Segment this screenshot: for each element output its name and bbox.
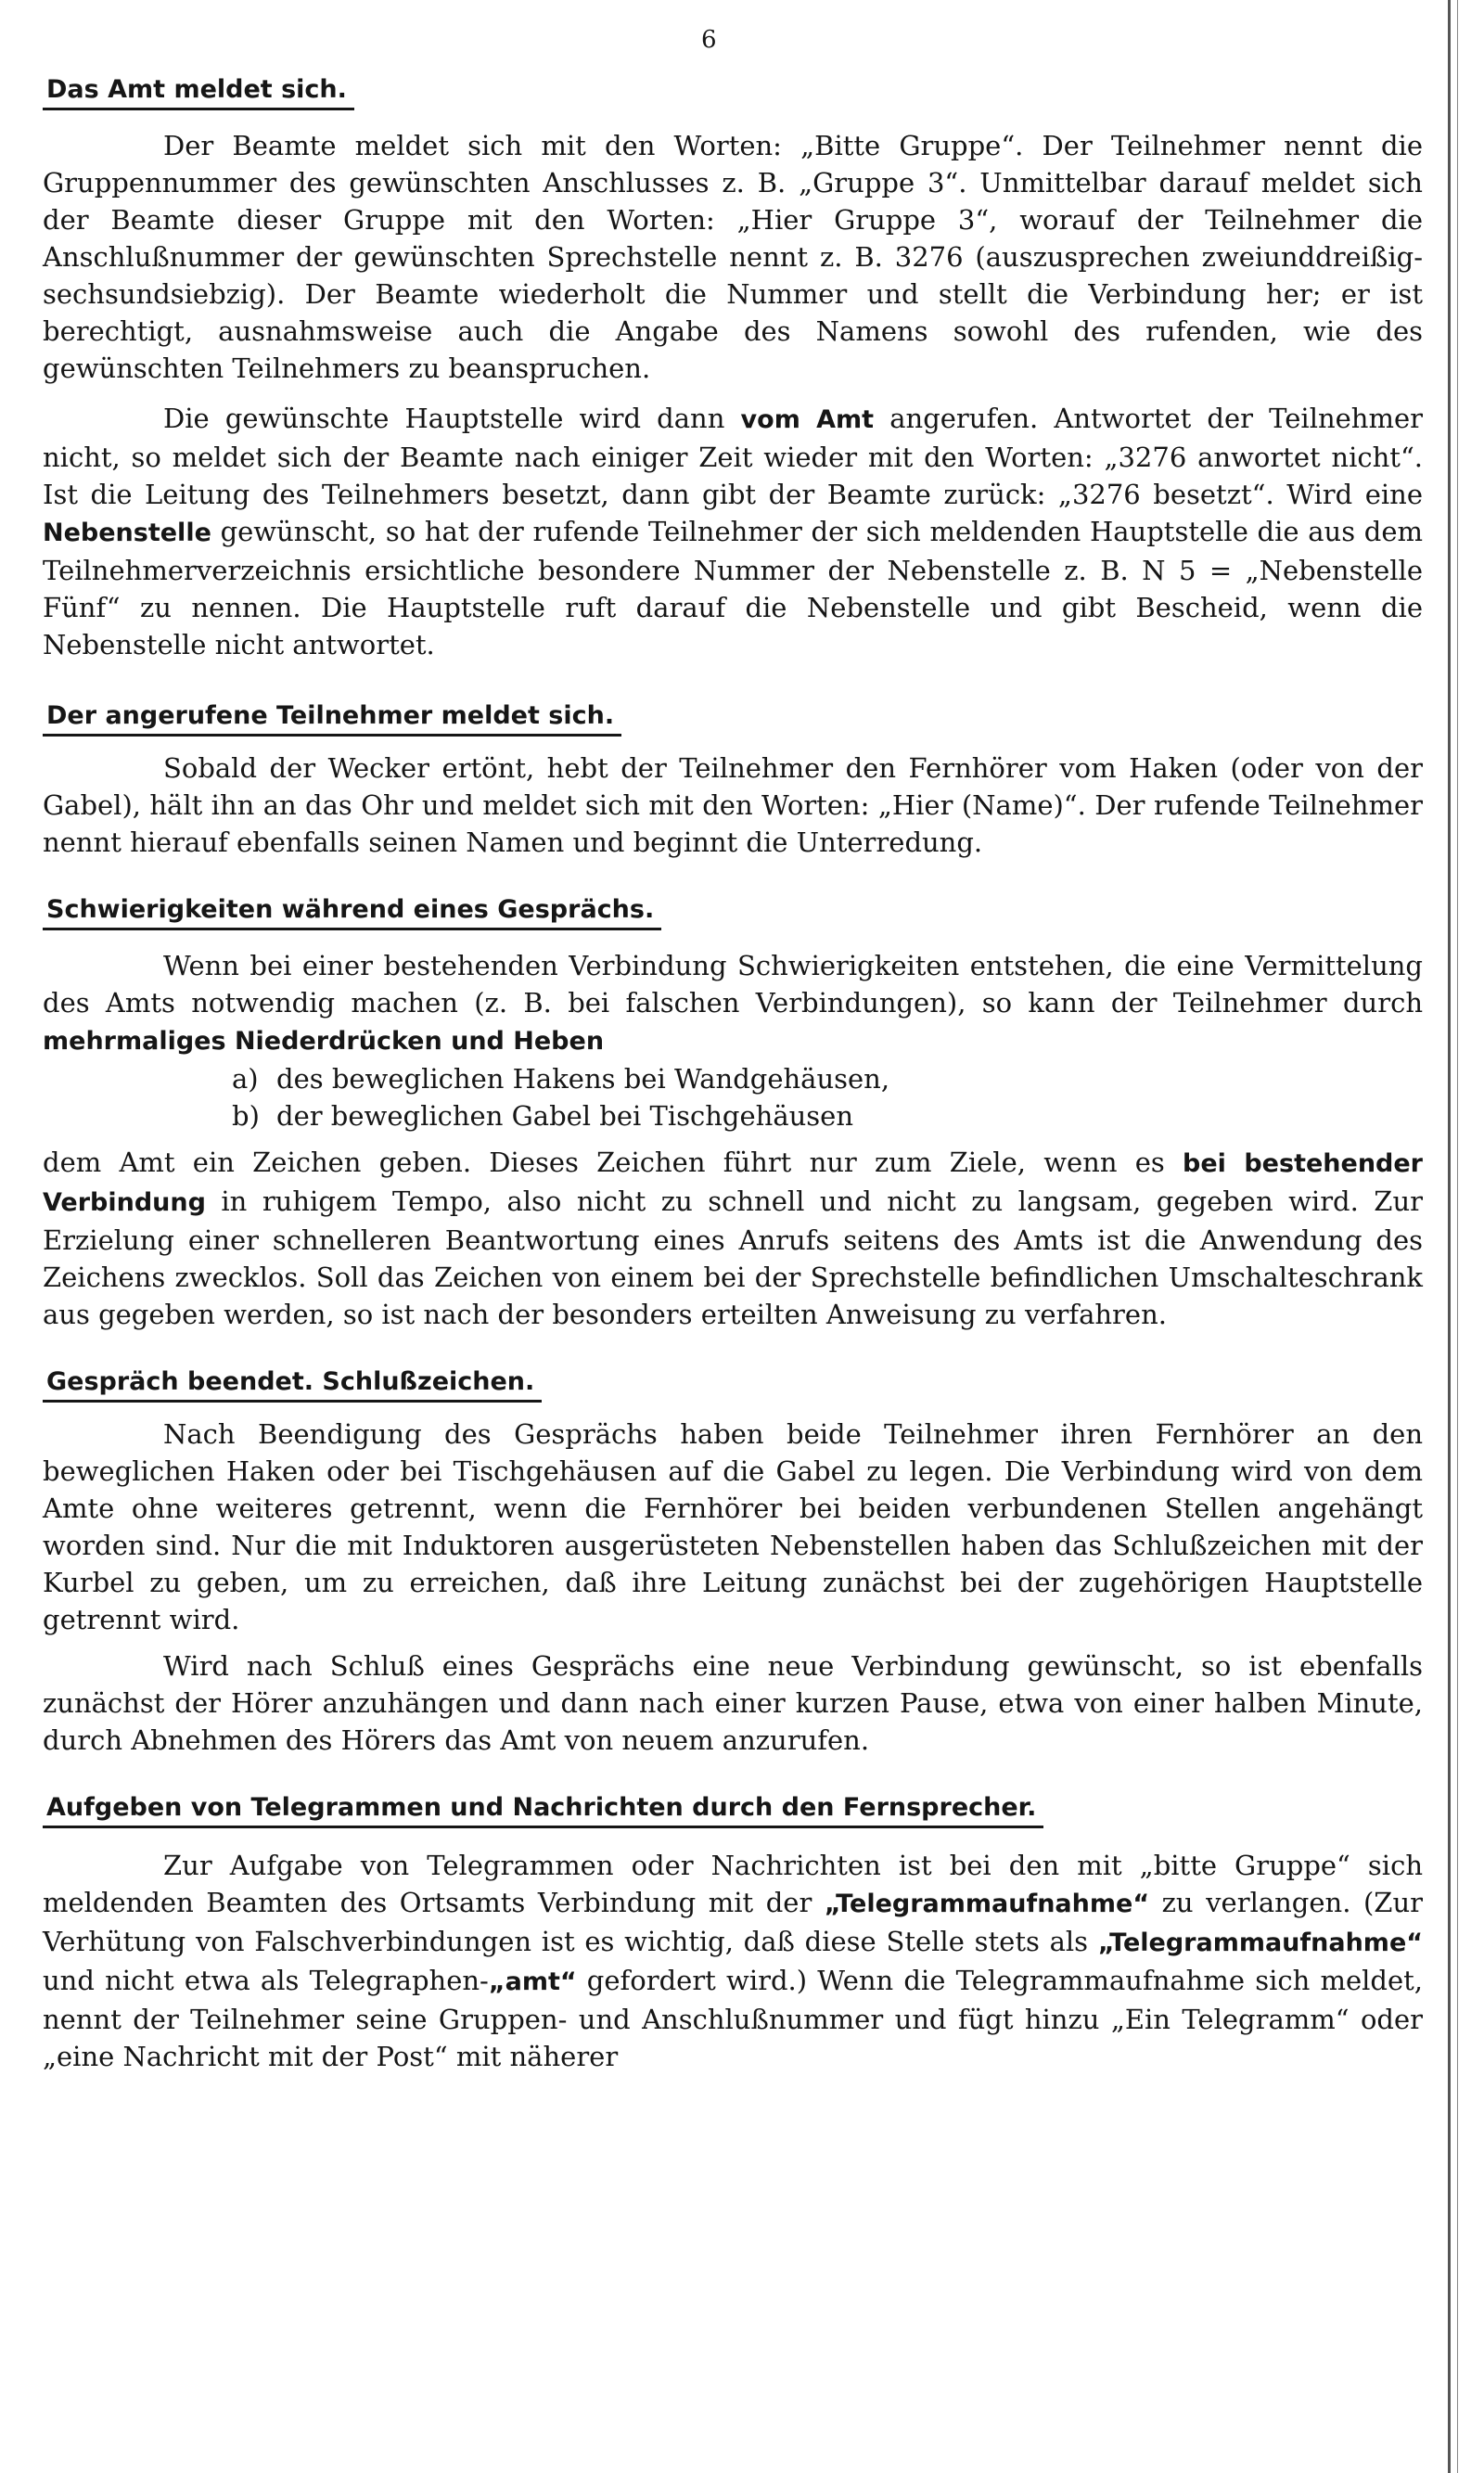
paragraph: Der Beamte meldet sich mit den Worten: „Bitte Gruppe“. Der Teilnehmer nennt die Gruppennummer des gewünschten Anschlusses z. B. „Gruppe 3“. Unmittelbar darauf meldet sich der Beamte dieser Gruppe mit den Worten: „Hier Gruppe 3“, worauf der Teilnehmer die Anschlußnummer der gewünschten Sprechstelle nennt z. B. 3276 (auszusprechen zweiunddreißig-sechsundsiebzig). Der Beamte wiederholt die Nummer und stellt die Verbindung her; er ist berechtigt, ausnahmsweise auch die Angabe des Namens sowohl des rufenden, wie des gewünschten Teilnehmers zu beanspruchen. bbox=[43, 130, 1423, 384]
list-marker: a) bbox=[232, 1063, 259, 1095]
section-heading: Das Amt meldet sich. bbox=[43, 74, 354, 110]
emphasis-nebenstelle: Nebenstelle bbox=[43, 519, 211, 547]
section-angerufene-meldet bbox=[43, 700, 1423, 861]
page-number: 6 bbox=[701, 26, 717, 54]
text-run: Wenn bei einer bestehenden Verbindung Schwierigkeiten entstehen, die eine Vermittelung des Amts notwendig machen (z. B. bei falschen Verbindungen), so kann der Teilnehmer durch bbox=[43, 950, 1423, 1019]
section-heading: Aufgeben von Telegrammen und Nachrichten durch den Fernsprecher. bbox=[43, 1792, 1043, 1828]
page-content bbox=[43, 74, 1423, 2075]
section-amt-meldet bbox=[43, 74, 1423, 663]
section-schlusszeichen bbox=[43, 1366, 1423, 1759]
list-marker: b) bbox=[232, 1100, 260, 1132]
emphasis-amt: „amt“ bbox=[488, 1967, 577, 1996]
emphasis-telegrammaufnahme: „Telegrammaufnahme“ bbox=[1097, 1928, 1423, 1957]
hook-list bbox=[43, 1060, 1423, 1134]
text-run: gewünscht, so hat der rufende Teilnehmer der sich meldenden Hauptstelle die aus dem Teilnehmerverzeichnis ersichtliche besondere Nummer der Nebenstelle z. B. N 5 = „Nebenstelle Fünf“ zu nennen. Die Hauptstelle ruft darauf die Nebenstelle und gibt Bescheid, wenn die Nebenstelle nicht antwortet. bbox=[43, 516, 1423, 660]
list-item bbox=[232, 1060, 1423, 1097]
section-heading: Der angerufene Teilnehmer meldet sich. bbox=[43, 700, 621, 737]
section-schwierigkeiten bbox=[43, 894, 1423, 1333]
list-text: des beweglichen Hakens bei Wandgehäusen, bbox=[276, 1063, 890, 1095]
page-edge-rule-thin bbox=[1457, 0, 1458, 2473]
emphasis-bestehende-verbindung: bei bestehender Verbindung bbox=[43, 1149, 1423, 1217]
page-edge-rule bbox=[1448, 0, 1451, 2473]
paragraph bbox=[43, 947, 1423, 1060]
paragraph bbox=[43, 400, 1423, 663]
paragraph: Wird nach Schluß eines Gesprächs eine neue Verbindung gewünscht, so ist ebenfalls zunächst der Hörer anzuhängen und dann nach einer kurzen Pause, etwa von einer halben Minute, durch Abnehmen des Hörers das Amt von neuem anzurufen. bbox=[43, 1650, 1423, 1756]
emphasis-vom-amt: vom Amt bbox=[740, 405, 875, 434]
text-run: in ruhigem Tempo, also nicht zu schnell und nicht zu langsam, gegeben wird. Zur Erzielung einer schnelleren Beantwortung eines Anrufs seitens des Amts ist die Anwendung des Zeichens zwecklos. Soll das Zeichen von einem bei der Sprechstelle befindlichen Umschalteschrank aus gegeben werden, so ist nach der besonders erteilten Anweisung zu verfahren. bbox=[43, 1185, 1423, 1330]
section-telegramme bbox=[43, 1792, 1423, 2075]
emphasis-telegrammaufnahme: „Telegrammaufnahme“ bbox=[824, 1890, 1150, 1918]
text-run: und nicht etwa als Telegraphen- bbox=[43, 1965, 489, 1996]
text-run: dem Amt ein Zeichen geben. Dieses Zeichen führt nur zum Ziele, wenn es bbox=[43, 1147, 1183, 1178]
section-heading: Schwierigkeiten während eines Gesprächs. bbox=[43, 894, 661, 930]
emphasis-niederdruecken: mehrmaliges Niederdrücken und Heben bbox=[43, 1027, 605, 1056]
text-run: angerufen. Antwortet der Teilnehmer nicht, so meldet sich der Beamte nach einiger Zeit wieder mit den Worten: „3276 anwortet nicht“. Ist die Leitung des Teilnehmers besetzt, dann gibt der Beamte zurück: „3276 besetzt“. Wird eine bbox=[43, 403, 1424, 510]
text-run: Die gewünschte Hauptstelle wird dann bbox=[163, 403, 741, 434]
list-item bbox=[232, 1097, 1423, 1134]
paragraph bbox=[43, 1847, 1423, 2075]
text-run: Zur Aufgabe von Telegrammen oder Nachrichten ist bei den mit „bitte Gruppe“ sich meldenden Beamten des Ortsamts Verbindung mit der bbox=[43, 1850, 1423, 1918]
list-text: der beweglichen Gabel bei Tischgehäusen bbox=[276, 1100, 854, 1132]
paragraph: Nach Beendigung des Gesprächs haben beide Teilnehmer ihren Fernhörer an den beweglichen Haken oder bei Tischgehäusen auf die Gabel zu legen. Die Verbindung wird von dem Amte ohne weiteres getrennt, wenn die Fernhörer bei beiden verbundenen Stellen angehängt worden sind. Nur die mit Induktoren ausgerüsteten Nebenstellen haben das Schlußzeichen mit der Kurbel zu geben, um zu erreichen, daß ihre Leitung zunächst bei der zugehörigen Hauptstelle getrennt wird. bbox=[43, 1418, 1423, 1635]
text-run: gefordert wird.) Wenn die Telegrammaufnahme sich meldet, nennt der Teilnehmer seine Gruppen- und Anschlußnummer und fügt hinzu „Ein Telegramm“ oder „eine Nachricht mit der Post“ mit näherer bbox=[43, 1965, 1423, 2072]
paragraph: Sobald der Wecker ertönt, hebt der Teilnehmer den Fernhörer vom Haken (oder von der Gabel), hält ihn an das Ohr und meldet sich mit den Worten: „Hier (Name)“. Der rufende Teilnehmer nennt hierauf ebenfalls seinen Namen und beginnt die Unterredung. bbox=[43, 752, 1423, 858]
paragraph bbox=[43, 1144, 1423, 1333]
text-run: zu verlangen. (Zur Verhütung von Falschverbindungen ist es wichtig, daß diese Stelle stets als bbox=[43, 1887, 1423, 1957]
section-heading: Gespräch beendet. Schlußzeichen. bbox=[43, 1366, 542, 1403]
